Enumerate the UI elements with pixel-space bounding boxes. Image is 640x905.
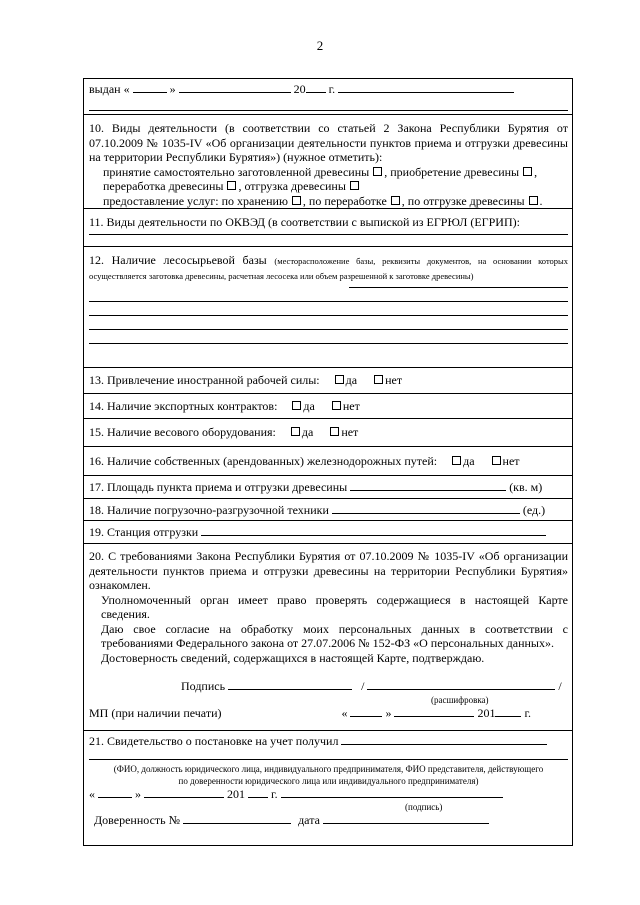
ack-paragraph-1: 20. С требованиями Закона Республики Бурятия от 07.10.2009 № 1035-IV «Об организации деятельности пунктов приема и отгрузки древесины на территории Республики Бурятия» ознакомлен. bbox=[89, 549, 568, 592]
signature-label: Подпись bbox=[181, 679, 226, 693]
cert-signature-caption: (подпись) bbox=[405, 802, 443, 812]
loading-equipment-label: 18. Наличие погрузочно-разгрузочной техники bbox=[89, 503, 329, 517]
certificate-section bbox=[84, 731, 572, 845]
purchase-checkbox[interactable] bbox=[523, 167, 532, 176]
activity-options-row-3: предоставление услуг: по хранению , по переработке , по отгрузке древесины . bbox=[103, 193, 543, 208]
shipment-checkbox[interactable] bbox=[350, 181, 359, 190]
loading-equipment-field[interactable] bbox=[332, 503, 520, 514]
signature-decode-field[interactable] bbox=[367, 679, 555, 690]
activity-types-section bbox=[84, 115, 572, 209]
foreign-labor-yes-checkbox[interactable] bbox=[335, 375, 344, 384]
export-contracts-section: 14. Наличие экспортных контрактов: да нет bbox=[84, 394, 572, 419]
foreign-labor-no-checkbox[interactable] bbox=[374, 375, 383, 384]
timber-base-note: (месторасположение базы, реквизиты документов, на основании которых осуществляется заготовка древесины, расчетная лесосека или объем разрешенной к заготовке древесины) bbox=[89, 256, 569, 281]
processing-checkbox[interactable] bbox=[227, 181, 236, 190]
service-shipment-checkbox[interactable] bbox=[529, 196, 538, 205]
timber-base-line-3[interactable] bbox=[89, 302, 568, 316]
ack-month-field[interactable] bbox=[394, 706, 474, 717]
poa-date-field[interactable] bbox=[323, 813, 489, 824]
railway-yes-checkbox[interactable] bbox=[452, 456, 461, 465]
timber-base-section bbox=[84, 247, 572, 368]
export-contracts-label: 14. Наличие экспортных контрактов: bbox=[89, 399, 278, 413]
signature-row: Подпись / / bbox=[181, 679, 562, 693]
issued-quote-close: » bbox=[169, 82, 176, 96]
loading-equipment-unit: (ед.) bbox=[522, 503, 546, 517]
foreign-labor-label: 13. Привлечение иностранной рабочей силы: bbox=[89, 373, 320, 387]
area-field[interactable] bbox=[350, 480, 506, 491]
power-of-attorney-row bbox=[89, 813, 568, 828]
service-storage-checkbox[interactable] bbox=[292, 196, 301, 205]
issued-prefix: выдан « bbox=[89, 82, 130, 96]
timber-base-title: 12. Наличие лесосырьевой базы bbox=[89, 253, 267, 267]
ack-paragraph-3: Даю свое согласие на обработку моих персональных данных в соответствии с требованиями Федерального закона от 27.07.2006 № 152-ФЗ «О персональных данных». bbox=[101, 621, 568, 650]
timber-base-line-2[interactable] bbox=[89, 288, 568, 302]
power-of-attorney-label: Доверенность № bbox=[94, 813, 181, 827]
export-yes-checkbox[interactable] bbox=[292, 401, 301, 410]
registration-card-form bbox=[83, 78, 573, 846]
ack-paragraph-4: Достоверность сведений, содержащихся в настоящей Карте, подтверждаю. bbox=[101, 650, 485, 665]
activity-types-title: 10. Виды деятельности (в соответствии со статьей 2 Закона Республики Бурятия от 07.10.2009 № 1035-IV «Об организации деятельности пунктов приема и отгрузки древесины на территории Республики Бурятия») (нужное отметить): bbox=[89, 121, 568, 164]
issued-year-suffix: г. bbox=[328, 82, 336, 96]
stamp-label: МП (при наличии печати) bbox=[89, 705, 222, 720]
ack-year-field[interactable] bbox=[495, 706, 521, 717]
service-processing-checkbox[interactable] bbox=[391, 196, 400, 205]
certificate-recipient-field[interactable] bbox=[341, 734, 547, 745]
railway-no-checkbox[interactable] bbox=[492, 456, 501, 465]
issued-year-prefix: 20 bbox=[293, 82, 306, 96]
foreign-labor-section: 13. Привлечение иностранной рабочей силы: да нет bbox=[84, 368, 572, 394]
ack-paragraph-2: Уполномоченный орган имеет право проверять содержащиеся в настоящей Карте сведения. bbox=[101, 592, 568, 621]
railway-section: 16. Наличие собственных (арендованных) железнодорожных путей: да нет bbox=[84, 447, 572, 476]
issued-year-field[interactable] bbox=[306, 82, 326, 93]
okved-title: 11. Виды деятельности по ОКВЭД (в соответствии с выпиской из ЕГРЮЛ (ЕГРИП): bbox=[89, 215, 520, 229]
certificate-title: 21. Свидетельство о постановке на учет получил bbox=[89, 734, 339, 748]
activity-options-row-1: принятие самостоятельно заготовленной древесины , приобретение древесины , bbox=[103, 164, 538, 179]
acknowledgement-section bbox=[84, 544, 572, 731]
area-unit: (кв. м) bbox=[509, 480, 543, 494]
cert-year-field[interactable] bbox=[248, 787, 268, 798]
cert-day-field[interactable] bbox=[98, 787, 132, 798]
cert-signature-field[interactable] bbox=[281, 787, 503, 798]
export-no-checkbox[interactable] bbox=[332, 401, 341, 410]
poa-date-label: дата bbox=[298, 813, 320, 827]
page-number: 2 bbox=[316, 38, 324, 53]
power-of-attorney-number-field[interactable] bbox=[183, 813, 291, 824]
station-label: 19. Станция отгрузки bbox=[89, 525, 199, 539]
station-section bbox=[84, 521, 572, 544]
station-field[interactable] bbox=[201, 525, 546, 536]
issued-by-line-2[interactable] bbox=[89, 97, 568, 111]
signature-field[interactable] bbox=[228, 679, 352, 690]
certificate-date-row: « » 201 г. bbox=[89, 787, 568, 802]
okved-section bbox=[84, 209, 572, 247]
loading-equipment-section bbox=[84, 499, 572, 521]
timber-base-line-4[interactable] bbox=[89, 316, 568, 330]
certificate-recipient-line-2[interactable] bbox=[89, 749, 568, 760]
area-section bbox=[84, 476, 572, 499]
issued-by-field[interactable] bbox=[338, 82, 514, 93]
railway-label: 16. Наличие собственных (арендованных) железнодорожных путей: bbox=[89, 454, 438, 468]
okved-line[interactable] bbox=[89, 230, 568, 235]
decode-caption: (расшифровка) bbox=[431, 694, 489, 705]
certificate-note: (ФИО, должность юридического лица, индивидуального предпринимателя, ФИО представителя, действующего по доверенности юридического лица или индивидуального предпринимателя) bbox=[113, 763, 544, 786]
area-label: 17. Площадь пункта приема и отгрузки древесины bbox=[89, 480, 348, 494]
self-harvested-checkbox[interactable] bbox=[373, 167, 382, 176]
cert-month-field[interactable] bbox=[144, 787, 224, 798]
weighing-equipment-section: 15. Наличие весового оборудования: да нет bbox=[84, 419, 572, 447]
activity-options-row-2: переработка древесины , отгрузка древесины bbox=[89, 179, 568, 194]
weighing-no-checkbox[interactable] bbox=[330, 427, 339, 436]
ack-day-field[interactable] bbox=[350, 706, 382, 717]
stamp-date-row: МП (при наличии печати) « » 201 г. bbox=[89, 705, 532, 720]
issued-section bbox=[84, 79, 572, 115]
timber-base-line-5[interactable] bbox=[89, 330, 568, 344]
issued-day-field[interactable] bbox=[133, 82, 167, 93]
weighing-label: 15. Наличие весового оборудования: bbox=[89, 425, 276, 439]
issued-month-field[interactable] bbox=[179, 82, 291, 93]
weighing-yes-checkbox[interactable] bbox=[291, 427, 300, 436]
